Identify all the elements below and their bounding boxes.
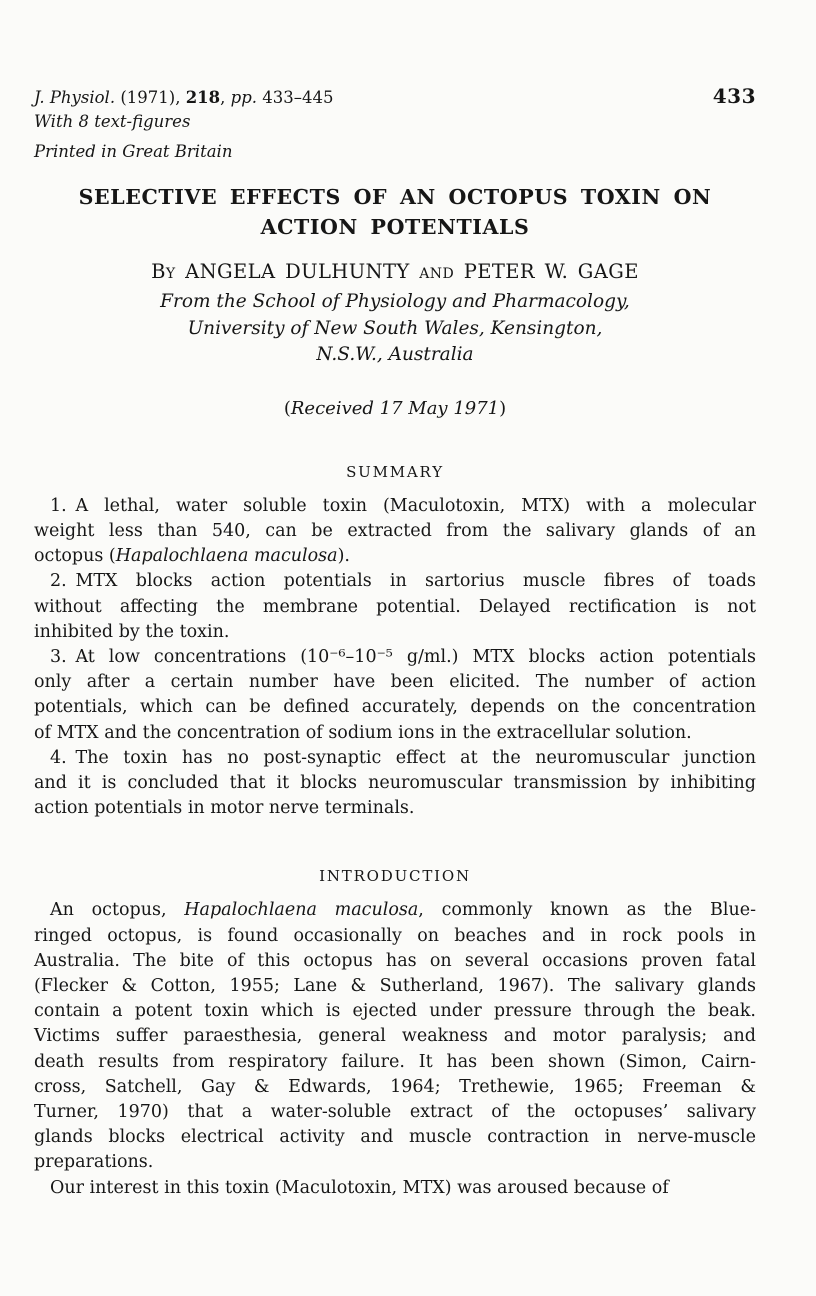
- text-segment: ): [499, 397, 507, 419]
- text-line: [34, 771, 756, 796]
- text-segment: only after a certain number have been elicited. The number of action: [34, 672, 756, 693]
- text-segment: death results from respiratory failure. It has been shown (Simon, Cairn-: [34, 1051, 756, 1072]
- text-line: [34, 645, 756, 670]
- text-line: [34, 949, 756, 974]
- text-segment: 1. A lethal, water soluble toxin (Maculotoxin, MTX) with a molecular: [50, 495, 756, 516]
- text-segment: 2. MTX blocks action potentials in sartorius muscle fibres of toads: [50, 571, 756, 592]
- text-line: [34, 569, 756, 594]
- text-segment: glands blocks electrical activity and muscle contraction in nerve-muscle: [34, 1127, 756, 1148]
- text-line: [34, 1024, 756, 1049]
- received-date: [34, 398, 756, 419]
- text-segment: weight less than 540, can be extracted from the salivary glands of an: [34, 520, 756, 541]
- text-segment: without affecting the membrane potential. Delayed rectification is not: [34, 596, 756, 617]
- text-segment: (Flecker & Cotton, 1955; Lane & Sutherland, 1967). The salivary glands: [34, 976, 756, 996]
- text-segment: ANGELA DULHUNTY: [175, 260, 420, 284]
- affiliation-line-3: N.S.W., Australia: [316, 344, 474, 366]
- text-segment: (: [283, 397, 291, 419]
- figures-note: With 8 text-figures: [34, 112, 191, 131]
- text-segment: and: [419, 260, 455, 284]
- text-segment: ).: [337, 546, 350, 567]
- summary-paragraph-4: [34, 746, 756, 822]
- text-line: [34, 721, 756, 746]
- text-segment: ringed octopus, is found occasionally on beaches and in rock pools in: [34, 925, 756, 946]
- text-line: [34, 494, 756, 519]
- section-introduction: [34, 867, 756, 1200]
- text-segment: preparations.: [34, 1152, 154, 1173]
- text-line: [34, 695, 756, 720]
- page-number: 433: [712, 84, 756, 108]
- text-line: [34, 746, 756, 771]
- text-line: [34, 1150, 756, 1175]
- affiliation-line-1: From the School of Physiology and Pharmacology,: [160, 291, 630, 313]
- summary-paragraph-2: [34, 569, 756, 645]
- text-line: [34, 1075, 756, 1100]
- text-line: [34, 595, 756, 620]
- text-line: [34, 1125, 756, 1150]
- text-segment: Received 17 May 1971: [290, 397, 500, 419]
- section-heading-introduction: INTRODUCTION: [319, 867, 471, 886]
- text-line: [34, 1176, 756, 1201]
- text-segment: An octopus,: [50, 900, 185, 921]
- introduction-paragraph-2: [34, 1176, 756, 1201]
- article-title-line-1: SELECTIVE EFFECTS OF AN OCTOPUS TOXIN ON: [78, 185, 712, 210]
- text-segment: potentials, which can be defined accurately, depends on the concentration: [34, 697, 756, 718]
- text-segment: PETER W. GAGE: [454, 260, 639, 284]
- text-segment: pp.: [230, 88, 258, 107]
- summary-paragraph-3: [34, 645, 756, 746]
- text-line: [34, 974, 756, 999]
- affiliation-line-2: University of New South Wales, Kensington,: [187, 317, 603, 339]
- text-line: [34, 1050, 756, 1075]
- text-line: [34, 898, 756, 923]
- text-segment: 4. The toxin has no post-synaptic effect at the neuromuscular junction: [50, 747, 756, 768]
- authors-line: [34, 260, 756, 283]
- text-segment: Australia. The bite of this octopus has on several occasions proven fatal: [34, 950, 756, 971]
- journal-citation: [34, 88, 334, 109]
- section-heading-summary: SUMMARY: [346, 462, 444, 481]
- text-segment: inhibited by the toxin.: [34, 621, 230, 642]
- text-segment: , commonly known as the Blue-: [418, 900, 756, 921]
- summary-paragraph-1: [34, 494, 756, 570]
- affiliation: [34, 289, 756, 369]
- text-segment: 433–445: [257, 88, 334, 107]
- journal-header: [34, 84, 756, 162]
- text-segment: cross, Satchell, Gay & Edwards, 1964; Trethewie, 1965; Freeman &: [34, 1076, 756, 1097]
- text-segment: and it is concluded that it blocks neuromuscular transmission by inhibiting: [34, 772, 756, 793]
- section-summary: [34, 463, 756, 822]
- article-title: [34, 182, 756, 242]
- text-segment: Turner, 1970) that a water-soluble extract of the octopuses’ salivary: [34, 1102, 756, 1123]
- text-segment: Victims suffer paraesthesia, general weakness and motor paralysis; and: [34, 1026, 756, 1047]
- introduction-paragraph-1: [34, 898, 756, 1175]
- text-line: [34, 1100, 756, 1125]
- text-segment: By: [151, 260, 176, 284]
- text-segment: ,: [220, 88, 231, 107]
- article-title-line-2: ACTION POTENTIALS: [260, 215, 530, 240]
- text-segment: 218: [185, 88, 221, 107]
- header-row: [34, 84, 756, 109]
- text-segment: 3. At low concentrations (10⁻⁶–10⁻⁵ g/ml.) MTX blocks action potentials: [50, 646, 756, 667]
- text-line: [34, 796, 756, 821]
- text-line: [34, 999, 756, 1024]
- text-line: [34, 519, 756, 544]
- text-segment: octopus (: [34, 546, 116, 567]
- text-segment: Hapalochlaena maculosa: [115, 546, 338, 567]
- printed-note: Printed in Great Britain: [34, 141, 233, 161]
- text-segment: J. Physiol.: [34, 88, 116, 107]
- text-segment: contain a potent toxin which is ejected under pressure through the beak.: [34, 1001, 756, 1022]
- text-line: [34, 670, 756, 695]
- text-line: [34, 620, 756, 645]
- text-line: [34, 924, 756, 949]
- text-segment: Hapalochlaena maculosa: [184, 900, 419, 921]
- text-segment: (1971),: [115, 88, 186, 107]
- text-segment: of MTX and the concentration of sodium ions in the extracellular solution.: [34, 722, 692, 743]
- text-segment: action potentials in motor nerve terminals.: [34, 798, 415, 819]
- text-segment: Our interest in this toxin (Maculotoxin, MTX) was aroused because of: [50, 1177, 669, 1198]
- text-line: [34, 544, 756, 569]
